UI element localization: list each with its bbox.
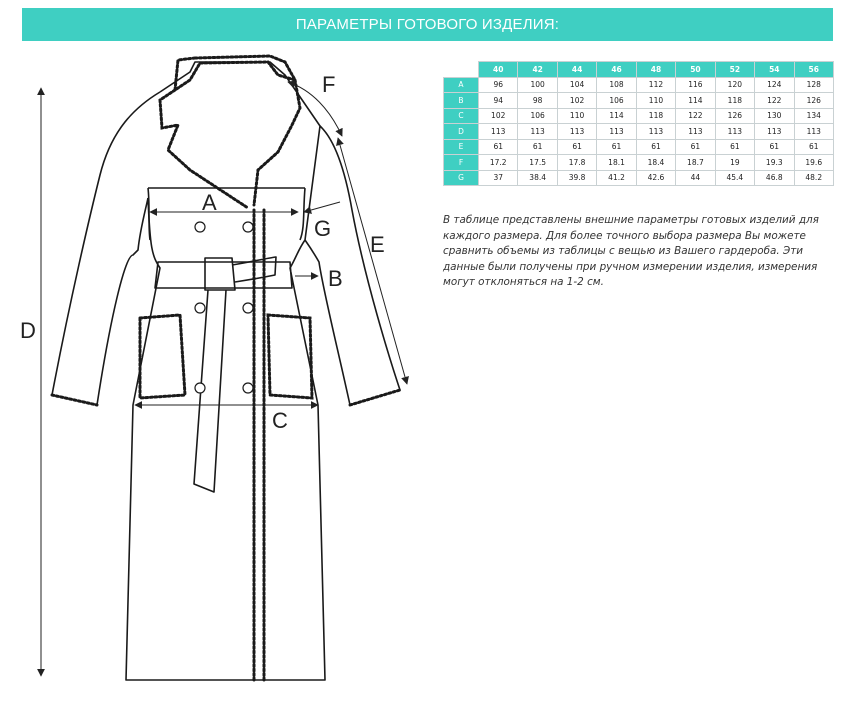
table-cell: 17.2 — [479, 155, 518, 171]
table-cell: 113 — [636, 124, 675, 140]
table-row — [444, 124, 834, 140]
size-corner-cell — [444, 62, 479, 78]
table-cell: 113 — [518, 124, 557, 140]
table-cell: 61 — [755, 139, 794, 155]
left-pocket-stitching — [140, 315, 185, 398]
table-row — [444, 170, 834, 186]
table-cell: 126 — [794, 93, 834, 109]
table-cell: 19.6 — [794, 155, 834, 171]
table-cell: 112 — [636, 77, 675, 93]
collar-stitching — [175, 56, 295, 90]
table-cell: 108 — [597, 77, 636, 93]
table-cell: 110 — [557, 108, 596, 124]
size-header-row — [444, 62, 834, 78]
table-cell: 61 — [794, 139, 834, 155]
coat-body — [126, 62, 325, 680]
table-cell: 100 — [518, 77, 557, 93]
right-pocket-stitching — [268, 315, 312, 398]
button — [195, 383, 205, 393]
table-cell: 106 — [518, 108, 557, 124]
table-cell: 61 — [479, 139, 518, 155]
table-row — [444, 93, 834, 109]
table-cell: 37 — [479, 170, 518, 186]
table-cell: 61 — [557, 139, 596, 155]
size-header: 56 — [794, 62, 834, 78]
table-cell: 102 — [479, 108, 518, 124]
table-cell: 61 — [676, 139, 715, 155]
size-header: 40 — [479, 62, 518, 78]
table-cell: 116 — [676, 77, 715, 93]
table-cell: 118 — [715, 93, 754, 109]
table-cell: 61 — [597, 139, 636, 155]
chest-yoke — [148, 188, 305, 240]
left-cuff-stitching — [52, 395, 97, 405]
table-cell: 61 — [636, 139, 675, 155]
table-cell: 98 — [518, 93, 557, 109]
label-e: E — [370, 232, 385, 257]
left-sleeve — [52, 92, 160, 405]
size-header: 50 — [676, 62, 715, 78]
size-header: 46 — [597, 62, 636, 78]
size-table — [443, 61, 834, 186]
table-cell: 128 — [794, 77, 834, 93]
label-a: A — [202, 190, 217, 215]
size-header: 54 — [755, 62, 794, 78]
table-cell: 104 — [557, 77, 596, 93]
label-g: G — [314, 216, 332, 241]
label-f: F — [322, 72, 336, 97]
size-header: 44 — [557, 62, 596, 78]
table-cell: 114 — [597, 108, 636, 124]
table-cell: 46.8 — [755, 170, 794, 186]
table-cell: 134 — [794, 108, 834, 124]
table-cell: 45.4 — [715, 170, 754, 186]
table-cell: 110 — [636, 93, 675, 109]
coat-diagram — [0, 45, 440, 707]
table-cell: 41.2 — [597, 170, 636, 186]
table-cell: 61 — [715, 139, 754, 155]
button — [195, 303, 205, 313]
row-label: E — [444, 139, 479, 155]
row-label: A — [444, 77, 479, 93]
table-cell: 39.8 — [557, 170, 596, 186]
size-header: 52 — [715, 62, 754, 78]
measure-e-line — [338, 138, 407, 384]
table-cell: 113 — [557, 124, 596, 140]
table-cell: 44 — [676, 170, 715, 186]
right-lapel-stitching — [254, 80, 300, 205]
table-cell: 19 — [715, 155, 754, 171]
table-cell: 18.7 — [676, 155, 715, 171]
table-cell: 113 — [755, 124, 794, 140]
table-cell: 120 — [715, 77, 754, 93]
table-row — [444, 139, 834, 155]
coat-diagram-svg — [0, 45, 440, 707]
table-cell: 122 — [755, 93, 794, 109]
table-cell: 48.2 — [794, 170, 834, 186]
table-cell: 102 — [557, 93, 596, 109]
size-note: В таблице представлены внешние параметры готовых изделий для каждого размера. Для более точного выбора размера Вы можете сравнить объемы из таблицы с вещью из Вашего гардероба. Эти данные были получены при ручном измерении изделия, измерения могут отклоняться на 1-2 см. — [443, 214, 819, 289]
table-cell: 18.1 — [597, 155, 636, 171]
right-sleeve — [305, 126, 400, 405]
front-placket-stitching — [254, 210, 264, 680]
size-header: 42 — [518, 62, 557, 78]
table-cell: 17.8 — [557, 155, 596, 171]
button — [243, 222, 253, 232]
table-cell: 113 — [676, 124, 715, 140]
page-header — [22, 8, 833, 41]
table-row — [444, 77, 834, 93]
label-b: B — [328, 266, 343, 291]
table-cell: 113 — [479, 124, 518, 140]
table-cell: 118 — [636, 108, 675, 124]
table-cell: 113 — [715, 124, 754, 140]
button — [243, 303, 253, 313]
table-row — [444, 155, 834, 171]
size-header: 48 — [636, 62, 675, 78]
button — [195, 222, 205, 232]
table-cell: 61 — [518, 139, 557, 155]
table-cell: 114 — [676, 93, 715, 109]
row-label: D — [444, 124, 479, 140]
table-cell: 38.4 — [518, 170, 557, 186]
table-cell: 122 — [676, 108, 715, 124]
table-cell: 124 — [755, 77, 794, 93]
button — [243, 383, 253, 393]
table-cell: 94 — [479, 93, 518, 109]
page-title: ПАРАМЕТРЫ ГОТОВОГО ИЗДЕЛИЯ: — [295, 16, 560, 33]
table-cell: 18.4 — [636, 155, 675, 171]
row-label: G — [444, 170, 479, 186]
table-cell: 113 — [597, 124, 636, 140]
row-label: C — [444, 108, 479, 124]
label-d: D — [20, 318, 36, 343]
right-cuff-stitching — [350, 390, 400, 405]
table-cell: 130 — [755, 108, 794, 124]
table-cell: 106 — [597, 93, 636, 109]
row-label: F — [444, 155, 479, 171]
row-label: B — [444, 93, 479, 109]
table-cell: 96 — [479, 77, 518, 93]
table-cell: 126 — [715, 108, 754, 124]
table-cell: 113 — [794, 124, 834, 140]
table-row — [444, 108, 834, 124]
table-cell: 19.3 — [755, 155, 794, 171]
table-cell: 42.6 — [636, 170, 675, 186]
table-cell: 17.5 — [518, 155, 557, 171]
label-c: C — [272, 408, 288, 433]
